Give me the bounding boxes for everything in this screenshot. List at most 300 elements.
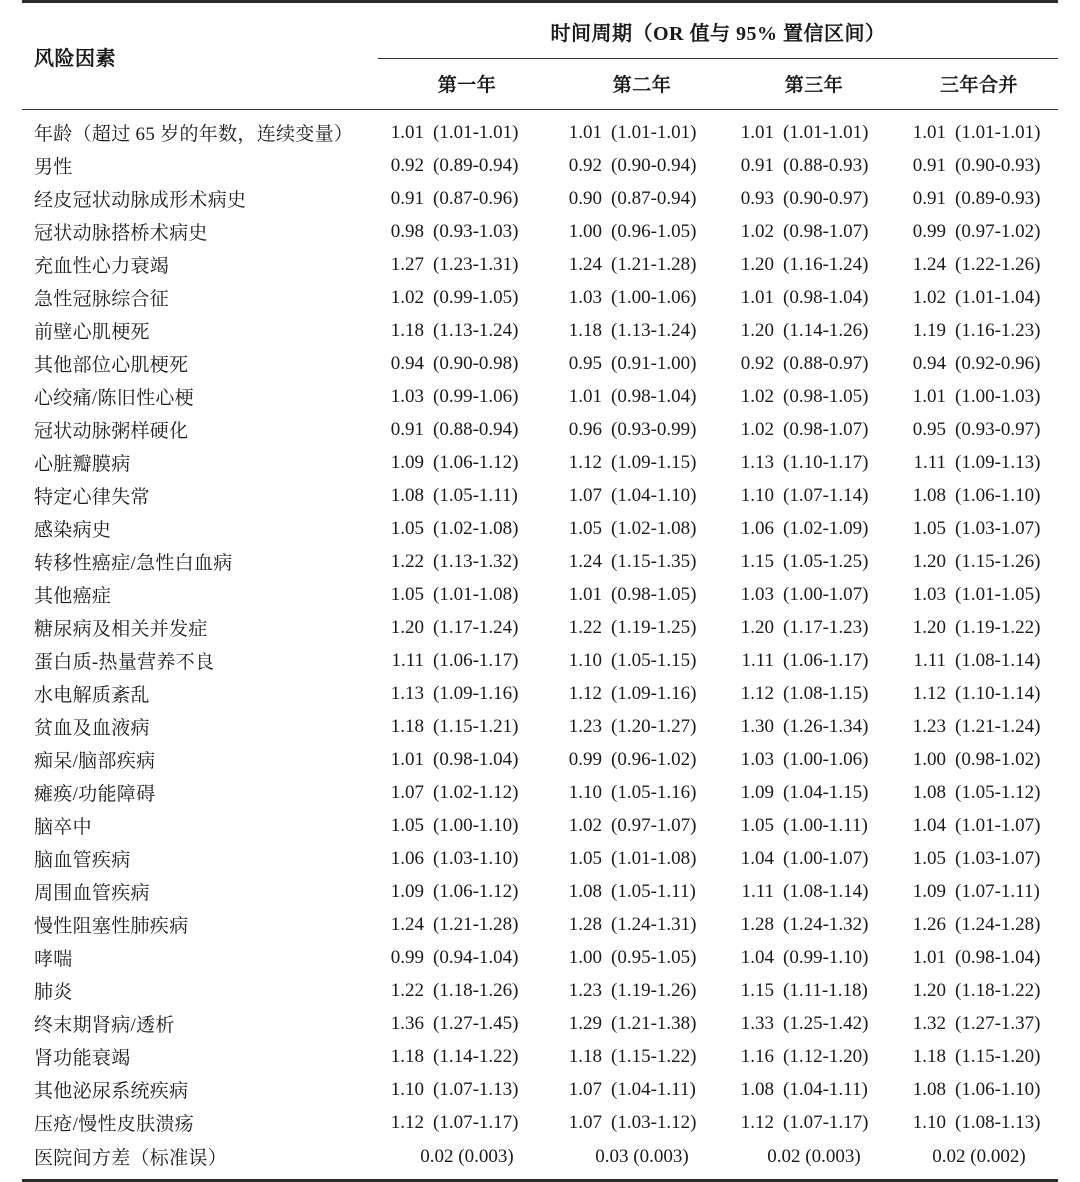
confidence-interval-value: (1.21-1.28) [611, 254, 696, 276]
odds-ratio-value: 0.99 [900, 221, 946, 243]
cell-y4 [900, 776, 1058, 809]
confidence-interval-value: (1.09-1.13) [955, 452, 1040, 474]
odds-ratio-value: 1.20 [728, 617, 774, 639]
cell-y3 [728, 182, 900, 215]
header-period-year2: 第二年 [556, 59, 728, 110]
odds-ratio-value: 0.90 [556, 188, 602, 210]
cell-y2 [556, 545, 728, 578]
odds-ratio-value: 1.15 [728, 551, 774, 573]
row-label: 年龄（超过 65 岁的年数，连续变量） [22, 110, 378, 149]
row-label: 慢性阻塞性肺疾病 [22, 908, 378, 941]
confidence-interval-value: (1.06-1.12) [433, 452, 518, 474]
confidence-interval-value: (0.98-1.04) [955, 947, 1040, 969]
confidence-interval-value: (1.24-1.32) [783, 914, 868, 936]
odds-ratio-value: 1.18 [378, 716, 424, 738]
odds-ratio-value: 1.23 [556, 716, 602, 738]
odds-ratio-value: 1.09 [378, 452, 424, 474]
odds-ratio-value: 1.10 [556, 782, 602, 804]
cell-y3 [728, 380, 900, 413]
confidence-interval-value: (1.25-1.42) [783, 1013, 868, 1035]
cell-y4 [900, 545, 1058, 578]
odds-ratio-value: 0.91 [728, 155, 774, 177]
confidence-interval-value: (0.88-0.93) [783, 155, 868, 177]
confidence-interval-value: (1.07-1.17) [783, 1112, 868, 1134]
cell-y3 [728, 545, 900, 578]
cell-y4 [900, 182, 1058, 215]
cell-y1 [378, 215, 556, 248]
cell-y3 [728, 644, 900, 677]
row-label: 冠状动脉搭桥术病史 [22, 215, 378, 248]
table-row [22, 110, 1058, 149]
cell-y1 [378, 974, 556, 1007]
row-label: 感染病史 [22, 512, 378, 545]
odds-ratio-value: 1.07 [556, 1079, 602, 1101]
cell-y1 [378, 314, 556, 347]
odds-ratio-value: 1.00 [556, 947, 602, 969]
header-risk-factor: 风险因素 [22, 3, 378, 110]
cell-y2 [556, 413, 728, 446]
odds-ratio-value: 0.95 [556, 353, 602, 375]
confidence-interval-value: (1.15-1.22) [611, 1046, 696, 1068]
confidence-interval-value: (1.00-1.10) [433, 815, 518, 837]
confidence-interval-value: (1.18-1.26) [433, 980, 518, 1002]
cell-y1 [378, 281, 556, 314]
confidence-interval-value: (1.05-1.25) [783, 551, 868, 573]
confidence-interval-value: (1.19-1.26) [611, 980, 696, 1002]
odds-ratio-value: 1.01 [728, 287, 774, 309]
confidence-interval-value: (0.96-1.02) [611, 749, 696, 771]
confidence-interval-value: (0.93-0.99) [611, 419, 696, 441]
odds-ratio-value: 1.10 [728, 485, 774, 507]
variance-row-label: 医院间方差（标准误） [22, 1140, 378, 1181]
table-row [22, 974, 1058, 1007]
table-row [22, 446, 1058, 479]
table-row [22, 281, 1058, 314]
cell-y4 [900, 347, 1058, 380]
odds-ratio-value: 1.10 [900, 1112, 946, 1134]
odds-ratio-value: 1.03 [900, 584, 946, 606]
confidence-interval-value: (1.24-1.31) [611, 914, 696, 936]
row-label: 心绞痛/陈旧性心梗 [22, 380, 378, 413]
cell-y1 [378, 248, 556, 281]
odds-ratio-value: 1.24 [556, 254, 602, 276]
variance-cell-y2: 0.03 (0.003) [556, 1140, 728, 1181]
cell-y2 [556, 677, 728, 710]
table-row [22, 578, 1058, 611]
cell-y2 [556, 314, 728, 347]
confidence-interval-value: (1.04-1.11) [611, 1079, 696, 1101]
confidence-interval-value: (0.98-1.04) [783, 287, 868, 309]
odds-ratio-value: 1.08 [728, 1079, 774, 1101]
cell-y2 [556, 380, 728, 413]
cell-y4 [900, 1040, 1058, 1073]
cell-y2 [556, 248, 728, 281]
odds-ratio-value: 1.09 [728, 782, 774, 804]
odds-ratio-value: 1.18 [556, 320, 602, 342]
odds-ratio-value: 1.01 [556, 386, 602, 408]
odds-ratio-value: 1.04 [728, 848, 774, 870]
header-time-period-group: 时间周期（OR 值与 95% 置信区间） [378, 3, 1058, 59]
table-row [22, 1106, 1058, 1140]
confidence-interval-value: (1.01-1.08) [611, 848, 696, 870]
confidence-interval-value: (1.13-1.24) [611, 320, 696, 342]
confidence-interval-value: (1.01-1.01) [955, 122, 1040, 144]
cell-y3 [728, 110, 900, 149]
cell-y4 [900, 479, 1058, 512]
row-label: 其他部位心肌梗死 [22, 347, 378, 380]
odds-ratio-value: 1.01 [556, 584, 602, 606]
cell-y3 [728, 908, 900, 941]
odds-ratio-value: 1.11 [728, 881, 774, 903]
cell-y4 [900, 1007, 1058, 1040]
table-row [22, 941, 1058, 974]
confidence-interval-value: (1.01-1.07) [955, 815, 1040, 837]
odds-ratio-value: 1.01 [378, 749, 424, 771]
odds-ratio-value: 1.22 [378, 980, 424, 1002]
odds-ratio-value: 1.08 [900, 485, 946, 507]
table-row [22, 248, 1058, 281]
cell-y1 [378, 380, 556, 413]
cell-y4 [900, 281, 1058, 314]
odds-ratio-value: 1.01 [900, 386, 946, 408]
odds-ratio-value: 1.05 [728, 815, 774, 837]
cell-y1 [378, 578, 556, 611]
odds-ratio-value: 1.11 [728, 650, 774, 672]
odds-ratio-value: 0.99 [378, 947, 424, 969]
header-period-year1: 第一年 [378, 59, 556, 110]
cell-y1 [378, 182, 556, 215]
row-label: 脑卒中 [22, 809, 378, 842]
cell-y1 [378, 611, 556, 644]
cell-y3 [728, 413, 900, 446]
odds-ratio-value: 0.96 [556, 419, 602, 441]
odds-ratio-value: 1.01 [556, 122, 602, 144]
confidence-interval-value: (1.19-1.25) [611, 617, 696, 639]
cell-y1 [378, 512, 556, 545]
table-row [22, 1040, 1058, 1073]
row-label: 男性 [22, 149, 378, 182]
odds-ratio-value: 1.18 [378, 1046, 424, 1068]
odds-ratio-value: 1.06 [378, 848, 424, 870]
odds-ratio-value: 0.93 [728, 188, 774, 210]
odds-ratio-value: 1.03 [728, 584, 774, 606]
odds-ratio-value: 1.16 [728, 1046, 774, 1068]
row-label: 脑血管疾病 [22, 842, 378, 875]
odds-ratio-value: 0.98 [378, 221, 424, 243]
cell-y4 [900, 248, 1058, 281]
table-row [22, 149, 1058, 182]
cell-y2 [556, 110, 728, 149]
confidence-interval-value: (1.20-1.27) [611, 716, 696, 738]
odds-ratio-value: 1.02 [728, 221, 774, 243]
cell-y2 [556, 974, 728, 1007]
confidence-interval-value: (1.03-1.12) [611, 1112, 696, 1134]
confidence-interval-value: (1.08-1.14) [955, 650, 1040, 672]
odds-ratio-value: 0.94 [378, 353, 424, 375]
odds-ratio-value: 0.91 [900, 188, 946, 210]
table-row [22, 776, 1058, 809]
odds-ratio-value: 1.28 [728, 914, 774, 936]
confidence-interval-value: (1.11-1.18) [783, 980, 868, 1002]
cell-y2 [556, 611, 728, 644]
confidence-interval-value: (1.24-1.28) [955, 914, 1040, 936]
cell-y2 [556, 644, 728, 677]
row-label: 终末期肾病/透析 [22, 1007, 378, 1040]
cell-y2 [556, 347, 728, 380]
odds-ratio-value: 1.15 [728, 980, 774, 1002]
confidence-interval-value: (1.06-1.10) [955, 1079, 1040, 1101]
odds-ratio-value: 1.11 [378, 650, 424, 672]
cell-y1 [378, 1106, 556, 1140]
cell-y1 [378, 446, 556, 479]
row-label: 冠状动脉粥样硬化 [22, 413, 378, 446]
confidence-interval-value: (1.01-1.05) [955, 584, 1040, 606]
table-row [22, 479, 1058, 512]
variance-cell-y3: 0.02 (0.003) [728, 1140, 900, 1181]
confidence-interval-value: (0.98-1.05) [611, 584, 696, 606]
confidence-interval-value: (1.08-1.15) [783, 683, 868, 705]
confidence-interval-value: (1.01-1.01) [783, 122, 868, 144]
cell-y3 [728, 578, 900, 611]
table-row-variance [22, 1140, 1058, 1181]
confidence-interval-value: (1.02-1.08) [433, 518, 518, 540]
confidence-interval-value: (1.09-1.16) [433, 683, 518, 705]
odds-ratio-value: 1.24 [556, 551, 602, 573]
odds-ratio-value: 1.10 [556, 650, 602, 672]
odds-ratio-value: 0.92 [728, 353, 774, 375]
confidence-interval-value: (1.02-1.09) [783, 518, 868, 540]
confidence-interval-value: (0.88-0.97) [783, 353, 868, 375]
cell-y4 [900, 974, 1058, 1007]
odds-ratio-value: 1.05 [378, 518, 424, 540]
odds-ratio-value: 1.04 [900, 815, 946, 837]
cell-y3 [728, 974, 900, 1007]
table-row [22, 710, 1058, 743]
confidence-interval-value: (0.93-0.97) [955, 419, 1040, 441]
confidence-interval-value: (0.98-1.02) [955, 749, 1040, 771]
cell-y1 [378, 413, 556, 446]
odds-ratio-value: 1.12 [378, 1112, 424, 1134]
odds-ratio-value: 1.02 [900, 287, 946, 309]
cell-y3 [728, 677, 900, 710]
cell-y4 [900, 875, 1058, 908]
odds-ratio-value: 1.02 [728, 419, 774, 441]
confidence-interval-value: (1.06-1.17) [433, 650, 518, 672]
table-row [22, 611, 1058, 644]
cell-y1 [378, 1073, 556, 1106]
confidence-interval-value: (0.91-1.00) [611, 353, 696, 375]
row-label: 前壁心肌梗死 [22, 314, 378, 347]
row-label: 充血性心力衰竭 [22, 248, 378, 281]
odds-ratio-value: 1.08 [900, 782, 946, 804]
cell-y3 [728, 281, 900, 314]
confidence-interval-value: (1.08-1.14) [783, 881, 868, 903]
cell-y1 [378, 545, 556, 578]
confidence-interval-value: (1.26-1.34) [783, 716, 868, 738]
confidence-interval-value: (0.99-1.05) [433, 287, 518, 309]
cell-y1 [378, 644, 556, 677]
cell-y4 [900, 215, 1058, 248]
variance-cell-y1: 0.02 (0.003) [378, 1140, 556, 1181]
odds-ratio-value: 1.20 [728, 254, 774, 276]
table-row [22, 215, 1058, 248]
row-label: 转移性癌症/急性白血病 [22, 545, 378, 578]
confidence-interval-value: (1.05-1.11) [611, 881, 696, 903]
odds-ratio-value: 1.02 [378, 287, 424, 309]
odds-ratio-value: 0.92 [556, 155, 602, 177]
cell-y2 [556, 743, 728, 776]
row-label: 其他泌尿系统疾病 [22, 1073, 378, 1106]
odds-ratio-value: 1.05 [556, 518, 602, 540]
odds-ratio-value: 1.05 [378, 584, 424, 606]
cell-y2 [556, 446, 728, 479]
confidence-interval-value: (0.94-1.04) [433, 947, 518, 969]
cell-y1 [378, 941, 556, 974]
cell-y2 [556, 1073, 728, 1106]
cell-y4 [900, 908, 1058, 941]
table-row [22, 809, 1058, 842]
odds-ratio-value: 1.12 [728, 683, 774, 705]
odds-ratio-value: 0.92 [378, 155, 424, 177]
odds-ratio-value: 1.18 [556, 1046, 602, 1068]
confidence-interval-value: (1.03-1.10) [433, 848, 518, 870]
confidence-interval-value: (1.02-1.12) [433, 782, 518, 804]
odds-ratio-value: 1.23 [900, 716, 946, 738]
cell-y3 [728, 776, 900, 809]
odds-ratio-value: 1.12 [900, 683, 946, 705]
confidence-interval-value: (0.97-1.02) [955, 221, 1040, 243]
odds-ratio-value: 1.09 [378, 881, 424, 903]
odds-ratio-value: 1.03 [556, 287, 602, 309]
confidence-interval-value: (0.93-1.03) [433, 221, 518, 243]
confidence-interval-value: (0.90-0.93) [955, 155, 1040, 177]
variance-cell-y4: 0.02 (0.002) [900, 1140, 1058, 1181]
cell-y3 [728, 1073, 900, 1106]
cell-y4 [900, 842, 1058, 875]
table-header-group-row [22, 3, 1058, 59]
cell-y3 [728, 248, 900, 281]
cell-y3 [728, 1007, 900, 1040]
odds-ratio-value: 1.04 [728, 947, 774, 969]
cell-y1 [378, 1040, 556, 1073]
cell-y4 [900, 710, 1058, 743]
confidence-interval-value: (0.87-0.96) [433, 188, 518, 210]
confidence-interval-value: (1.15-1.21) [433, 716, 518, 738]
confidence-interval-value: (1.07-1.14) [783, 485, 868, 507]
odds-ratio-value: 1.29 [556, 1013, 602, 1035]
confidence-interval-value: (1.04-1.10) [611, 485, 696, 507]
cell-y3 [728, 611, 900, 644]
confidence-interval-value: (1.01-1.04) [955, 287, 1040, 309]
table-row [22, 182, 1058, 215]
cell-y4 [900, 743, 1058, 776]
cell-y4 [900, 1106, 1058, 1140]
cell-y3 [728, 743, 900, 776]
cell-y3 [728, 809, 900, 842]
row-label: 蛋白质-热量营养不良 [22, 644, 378, 677]
row-label: 经皮冠状动脉成形术病史 [22, 182, 378, 215]
odds-ratio-value: 1.33 [728, 1013, 774, 1035]
odds-ratio-value: 1.01 [728, 122, 774, 144]
odds-ratio-value: 1.13 [378, 683, 424, 705]
confidence-interval-value: (1.00-1.06) [611, 287, 696, 309]
cell-y1 [378, 479, 556, 512]
confidence-interval-value: (0.99-1.06) [433, 386, 518, 408]
confidence-interval-value: (1.08-1.13) [955, 1112, 1040, 1134]
odds-ratio-value: 1.22 [556, 617, 602, 639]
confidence-interval-value: (0.98-1.07) [783, 221, 868, 243]
confidence-interval-value: (1.05-1.16) [611, 782, 696, 804]
cell-y4 [900, 110, 1058, 149]
confidence-interval-value: (1.13-1.24) [433, 320, 518, 342]
confidence-interval-value: (1.00-1.06) [783, 749, 868, 771]
cell-y1 [378, 149, 556, 182]
cell-y4 [900, 644, 1058, 677]
row-label: 糖尿病及相关并发症 [22, 611, 378, 644]
odds-ratio-value: 1.36 [378, 1013, 424, 1035]
header-period-year3: 第三年 [728, 59, 900, 110]
table-row [22, 842, 1058, 875]
confidence-interval-value: (1.03-1.07) [955, 518, 1040, 540]
cell-y3 [728, 347, 900, 380]
confidence-interval-value: (0.88-0.94) [433, 419, 518, 441]
odds-ratio-value: 0.95 [900, 419, 946, 441]
confidence-interval-value: (1.27-1.45) [433, 1013, 518, 1035]
cell-y1 [378, 710, 556, 743]
confidence-interval-value: (1.19-1.22) [955, 617, 1040, 639]
table-row [22, 644, 1058, 677]
confidence-interval-value: (0.98-1.07) [783, 419, 868, 441]
cell-y2 [556, 710, 728, 743]
cell-y3 [728, 1106, 900, 1140]
cell-y3 [728, 1040, 900, 1073]
confidence-interval-value: (1.15-1.26) [955, 551, 1040, 573]
odds-ratio-value: 1.22 [378, 551, 424, 573]
risk-factor-table [22, 0, 1058, 1182]
confidence-interval-value: (1.15-1.35) [611, 551, 696, 573]
confidence-interval-value: (1.17-1.24) [433, 617, 518, 639]
header-period-combined: 三年合并 [900, 59, 1058, 110]
confidence-interval-value: (1.10-1.17) [783, 452, 868, 474]
odds-ratio-value: 0.91 [900, 155, 946, 177]
confidence-interval-value: (1.03-1.07) [955, 848, 1040, 870]
confidence-interval-value: (1.07-1.17) [433, 1112, 518, 1134]
confidence-interval-value: (1.10-1.14) [955, 683, 1040, 705]
row-label: 周围血管疾病 [22, 875, 378, 908]
cell-y2 [556, 908, 728, 941]
cell-y2 [556, 1007, 728, 1040]
row-label: 痴呆/脑部疾病 [22, 743, 378, 776]
odds-ratio-value: 0.94 [900, 353, 946, 375]
confidence-interval-value: (1.06-1.12) [433, 881, 518, 903]
table-row [22, 908, 1058, 941]
table-row [22, 512, 1058, 545]
odds-ratio-value: 0.91 [378, 188, 424, 210]
table-row [22, 677, 1058, 710]
odds-ratio-value: 1.05 [556, 848, 602, 870]
table-row [22, 545, 1058, 578]
cell-y1 [378, 842, 556, 875]
row-label: 瘫痪/功能障碍 [22, 776, 378, 809]
cell-y4 [900, 380, 1058, 413]
odds-ratio-value: 1.26 [900, 914, 946, 936]
confidence-interval-value: (1.09-1.16) [611, 683, 696, 705]
odds-ratio-value: 1.20 [728, 320, 774, 342]
odds-ratio-value: 1.05 [378, 815, 424, 837]
odds-ratio-value: 1.18 [378, 320, 424, 342]
odds-ratio-value: 1.03 [728, 749, 774, 771]
odds-ratio-value: 1.32 [900, 1013, 946, 1035]
